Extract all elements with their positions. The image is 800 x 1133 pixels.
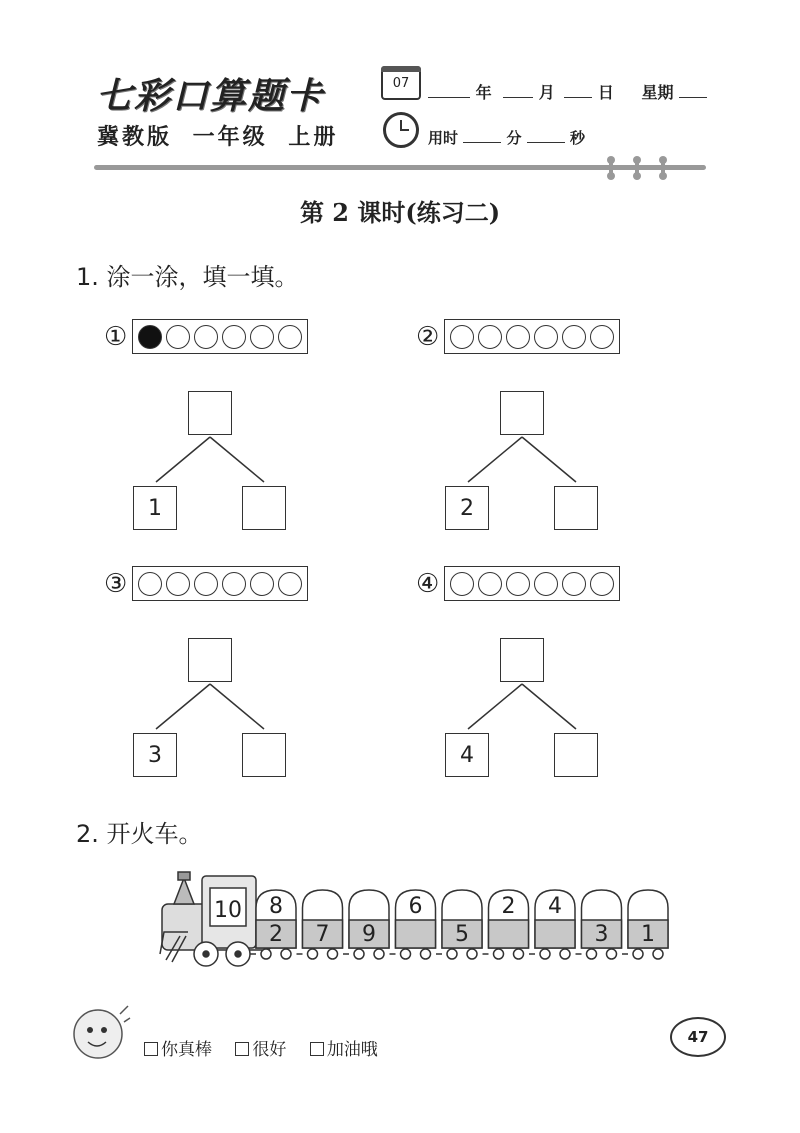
item-number: ④ [416, 569, 440, 599]
total-box[interactable] [188, 638, 232, 682]
known-part-box: 2 [445, 486, 489, 530]
car-bottom-number: 1 [641, 922, 655, 947]
option-label: 加油哦 [326, 1040, 378, 1060]
train-car-lower-slot [396, 920, 436, 948]
item-number: ② [416, 322, 440, 352]
total-box[interactable] [188, 391, 232, 435]
train-car-wheel [560, 949, 570, 959]
option-label: 很好 [252, 1040, 287, 1060]
mascot-illustration [70, 1000, 134, 1068]
train-car-lower-slot [535, 920, 575, 948]
answer-part-box[interactable] [554, 733, 598, 777]
question-2-title: 2. 开火车。 [76, 820, 203, 848]
train-car-lower-slot [489, 920, 529, 948]
brand-title: 七彩口算题卡 [96, 76, 325, 117]
answer-part-box[interactable] [554, 486, 598, 530]
answer-part-box[interactable] [242, 486, 286, 530]
question-1-title: 1. 涂一涂，填一填。 [76, 263, 299, 291]
edition-label: 冀教版 一年级 上册 [97, 125, 339, 150]
day-label: 日 [597, 83, 614, 102]
car-bottom-number: 3 [594, 922, 609, 947]
car-bottom-number: 5 [455, 922, 469, 947]
car-top-number: 2 [501, 894, 516, 919]
train-car-wheel [374, 949, 384, 959]
lesson-title: 第 2 课时(练习二) [299, 198, 501, 227]
month-label: 月 [538, 83, 555, 102]
train-car-wheel [401, 949, 411, 959]
option-keep-trying[interactable] [310, 1040, 378, 1060]
train-car-wheel [421, 949, 431, 959]
wheel-hub [235, 951, 241, 957]
engine-number: 10 [214, 898, 242, 923]
train-car-wheel [540, 949, 550, 959]
calendar-icon-text: 07 [392, 76, 410, 91]
item-number: ① [104, 322, 128, 352]
car-top-number: 4 [548, 894, 562, 919]
train-car-wheel [633, 949, 643, 959]
train-car-wheel [607, 949, 617, 959]
car-top-number: 6 [408, 894, 423, 919]
smokestack [174, 878, 194, 904]
option-label: 你真棒 [161, 1040, 212, 1060]
option-great[interactable] [144, 1040, 212, 1060]
time-used-label: 用时 [428, 129, 459, 147]
car-bottom-number: 9 [362, 922, 376, 947]
train-car-wheel [494, 949, 504, 959]
page-number: 47 [670, 1017, 726, 1057]
wheel-hub [203, 951, 209, 957]
checkbox[interactable] [144, 1042, 158, 1056]
total-box[interactable] [500, 638, 544, 682]
car-bottom-number: 7 [315, 922, 330, 947]
known-part-box: 1 [133, 486, 177, 530]
train-car-wheel [308, 949, 318, 959]
total-box[interactable] [500, 391, 544, 435]
seconds-label: 秒 [569, 129, 585, 147]
train-car-wheel [328, 949, 338, 959]
train-car-wheel [261, 949, 271, 959]
minutes-label: 分 [506, 129, 522, 147]
train-car-wheel [467, 949, 477, 959]
checkbox[interactable] [310, 1042, 324, 1056]
self-evaluation [144, 1035, 396, 1060]
answer-part-box[interactable] [242, 733, 286, 777]
checkbox[interactable] [235, 1042, 249, 1056]
car-bottom-number: 2 [269, 922, 283, 947]
smokestack-cap [178, 872, 190, 880]
train-car-wheel [447, 949, 457, 959]
train-car-wheel [587, 949, 597, 959]
year-label: 年 [475, 83, 492, 102]
known-part-box: 3 [133, 733, 177, 777]
item-number: ③ [104, 569, 128, 599]
train-car-wheel [281, 949, 291, 959]
weekday-label: 星期 [641, 83, 674, 102]
option-good[interactable] [235, 1040, 286, 1060]
train-car-wheel [514, 949, 524, 959]
train-car-wheel [354, 949, 364, 959]
train-car-wheel [653, 949, 663, 959]
known-part-box: 4 [445, 733, 489, 777]
car-top-number: 8 [269, 894, 283, 919]
